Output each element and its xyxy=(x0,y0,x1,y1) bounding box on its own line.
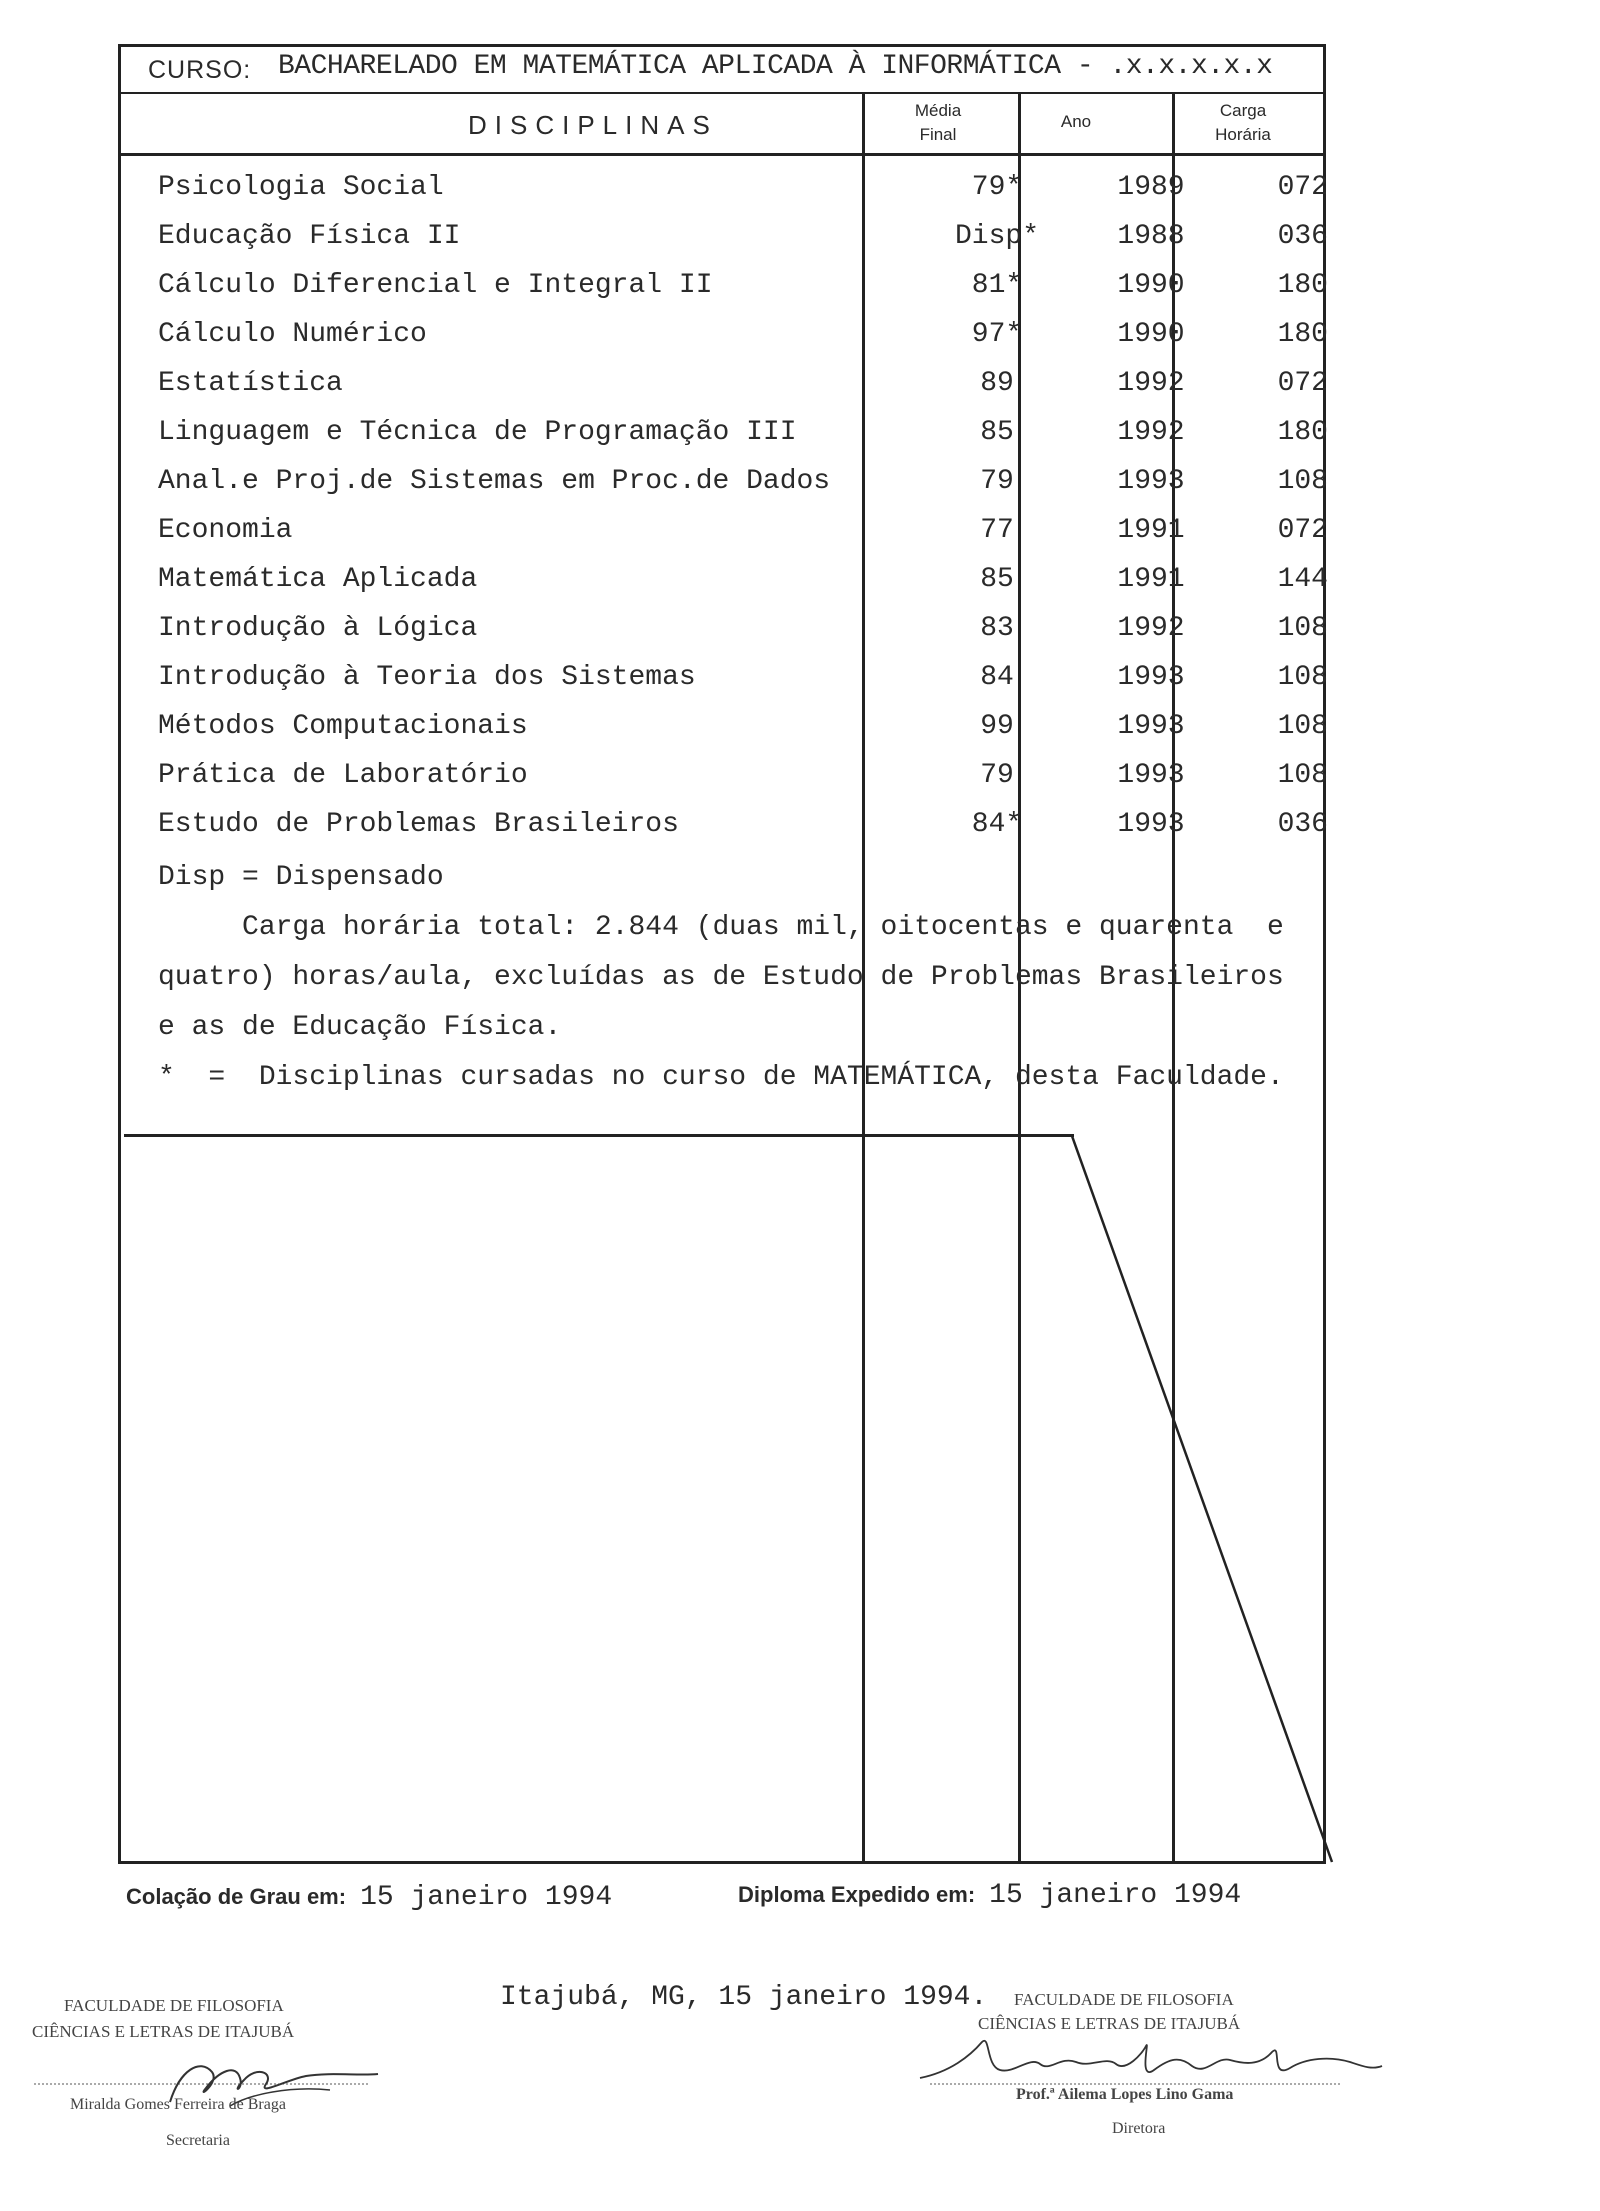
row-carga: 108 xyxy=(1277,613,1328,644)
diploma-expedido xyxy=(738,1880,1241,1911)
row-disciplina: Estudo de Problemas Brasileiros xyxy=(158,809,679,840)
row-ano: 1992 xyxy=(1117,613,1185,644)
row-disciplina: Prática de Laboratório xyxy=(158,760,528,791)
row-media: 79 xyxy=(980,466,1014,497)
row-ano: 1991 xyxy=(1117,564,1185,595)
diploma-value: 15 janeiro 1994 xyxy=(989,1880,1242,1911)
row-carga: 072 xyxy=(1277,172,1328,203)
row-ano: 1991 xyxy=(1117,515,1185,546)
row-carga: 036 xyxy=(1277,221,1328,252)
row-ano: 1988 xyxy=(1117,221,1185,252)
row-carga: 108 xyxy=(1277,711,1328,742)
row-disciplina: Psicologia Social xyxy=(158,172,444,203)
column-carga-line2: Horária xyxy=(1215,125,1271,144)
course-value: BACHARELADO EM MATEMÁTICA APLICADA À INFORMÁTICA - .x.x.x.x.x xyxy=(278,51,1273,82)
left-stamp-line1: FACULDADE DE FILOSOFIA xyxy=(64,1996,284,2015)
row-media: 97* xyxy=(971,319,1023,350)
row-ano: 1993 xyxy=(1117,711,1185,742)
row-media: 85 xyxy=(980,417,1014,448)
row-carga: 108 xyxy=(1277,760,1328,791)
row-disciplina: Anal.e Proj.de Sistemas em Proc.de Dados xyxy=(158,466,831,497)
right-signatory-name: Prof.ª Ailema Lopes Lino Gama xyxy=(1016,2086,1234,2103)
row-carga: 180 xyxy=(1277,319,1328,350)
row-media: 83 xyxy=(980,613,1014,644)
column-media-line1: Média xyxy=(914,101,962,120)
colacao-de-grau xyxy=(126,1882,612,1913)
row-media: 84 xyxy=(980,662,1014,693)
column-media-line2: Final xyxy=(919,125,957,144)
row-carga: 036 xyxy=(1277,809,1328,840)
row-disciplina: Economia xyxy=(158,515,293,546)
colacao-value: 15 janeiro 1994 xyxy=(360,1882,613,1913)
note-asterisk: * = Disciplinas cursadas no curso de MATEMÁTICA, desta Faculdade. xyxy=(158,1062,1284,1093)
course-label: CURSO: xyxy=(148,56,252,84)
note-disp: Disp = Dispensado xyxy=(158,862,444,893)
row-media: 85 xyxy=(980,564,1014,595)
row-carga: 108 xyxy=(1277,466,1328,497)
note-total-line2: quatro) horas/aula, excluídas as de Estudo de Problemas Brasileiros xyxy=(158,962,1284,993)
row-ano: 1993 xyxy=(1117,466,1185,497)
row-disciplina: Cálculo Diferencial e Integral II xyxy=(158,270,713,301)
row-disciplina: Introdução à Teoria dos Sistemas xyxy=(158,662,696,693)
left-stamp-line2: CIÊNCIAS E LETRAS DE ITAJUBÁ xyxy=(32,2022,295,2041)
note-total-line3: e as de Educação Física. xyxy=(158,1012,562,1043)
row-ano: 1990 xyxy=(1117,270,1185,301)
row-ano: 1992 xyxy=(1117,417,1185,448)
column-carga-line1: Carga xyxy=(1219,101,1267,120)
row-carga: 144 xyxy=(1277,564,1328,595)
colacao-label: Colação de Grau em: xyxy=(126,1884,347,1909)
row-media: 79 xyxy=(980,760,1014,791)
row-media: Disp* xyxy=(954,221,1039,252)
row-disciplina: Matemática Aplicada xyxy=(158,564,478,595)
row-disciplina: Métodos Computacionais xyxy=(158,711,528,742)
row-disciplina: Estatística xyxy=(158,368,343,399)
row-disciplina: Linguagem e Técnica de Programação III xyxy=(158,417,797,448)
right-stamp-line1: FACULDADE DE FILOSOFIA xyxy=(1014,1990,1234,2009)
left-signatory-name: Miralda Gomes Ferreira de Braga xyxy=(70,2096,286,2113)
place-date: Itajubá, MG, 15 janeiro 1994. xyxy=(500,1982,988,2013)
row-carga: 072 xyxy=(1277,515,1328,546)
row-ano: 1993 xyxy=(1117,662,1185,693)
row-media: 79* xyxy=(971,172,1023,203)
diagonal-line xyxy=(1072,1136,1332,1862)
note-total-line1: Carga horária total: 2.844 (duas mil, oitocentas e quarenta e xyxy=(158,912,1284,943)
row-disciplina: Introdução à Lógica xyxy=(158,613,478,644)
row-media: 81* xyxy=(971,270,1023,301)
row-disciplina: Cálculo Numérico xyxy=(158,319,427,350)
row-carga: 180 xyxy=(1277,417,1328,448)
column-disciplinas: DISCIPLINAS xyxy=(468,110,718,140)
row-media: 89 xyxy=(980,368,1014,399)
row-disciplina: Educação Física II xyxy=(158,221,461,252)
right-signatory-role: Diretora xyxy=(1112,2120,1166,2137)
row-ano: 1993 xyxy=(1117,760,1185,791)
row-media: 77 xyxy=(980,515,1014,546)
row-carga: 072 xyxy=(1277,368,1328,399)
row-ano: 1993 xyxy=(1117,809,1185,840)
row-carga: 108 xyxy=(1277,662,1328,693)
row-media: 99 xyxy=(980,711,1014,742)
left-signatory-role: Secretaria xyxy=(166,2132,230,2149)
row-carga: 180 xyxy=(1277,270,1328,301)
row-ano: 1992 xyxy=(1117,368,1185,399)
column-ano: Ano xyxy=(1060,112,1092,131)
row-ano: 1990 xyxy=(1117,319,1185,350)
right-stamp-line2: CIÊNCIAS E LETRAS DE ITAJUBÁ xyxy=(978,2014,1241,2033)
row-ano: 1989 xyxy=(1117,172,1185,203)
row-media: 84* xyxy=(971,809,1023,840)
diploma-label: Diploma Expedido em: xyxy=(738,1882,976,1907)
